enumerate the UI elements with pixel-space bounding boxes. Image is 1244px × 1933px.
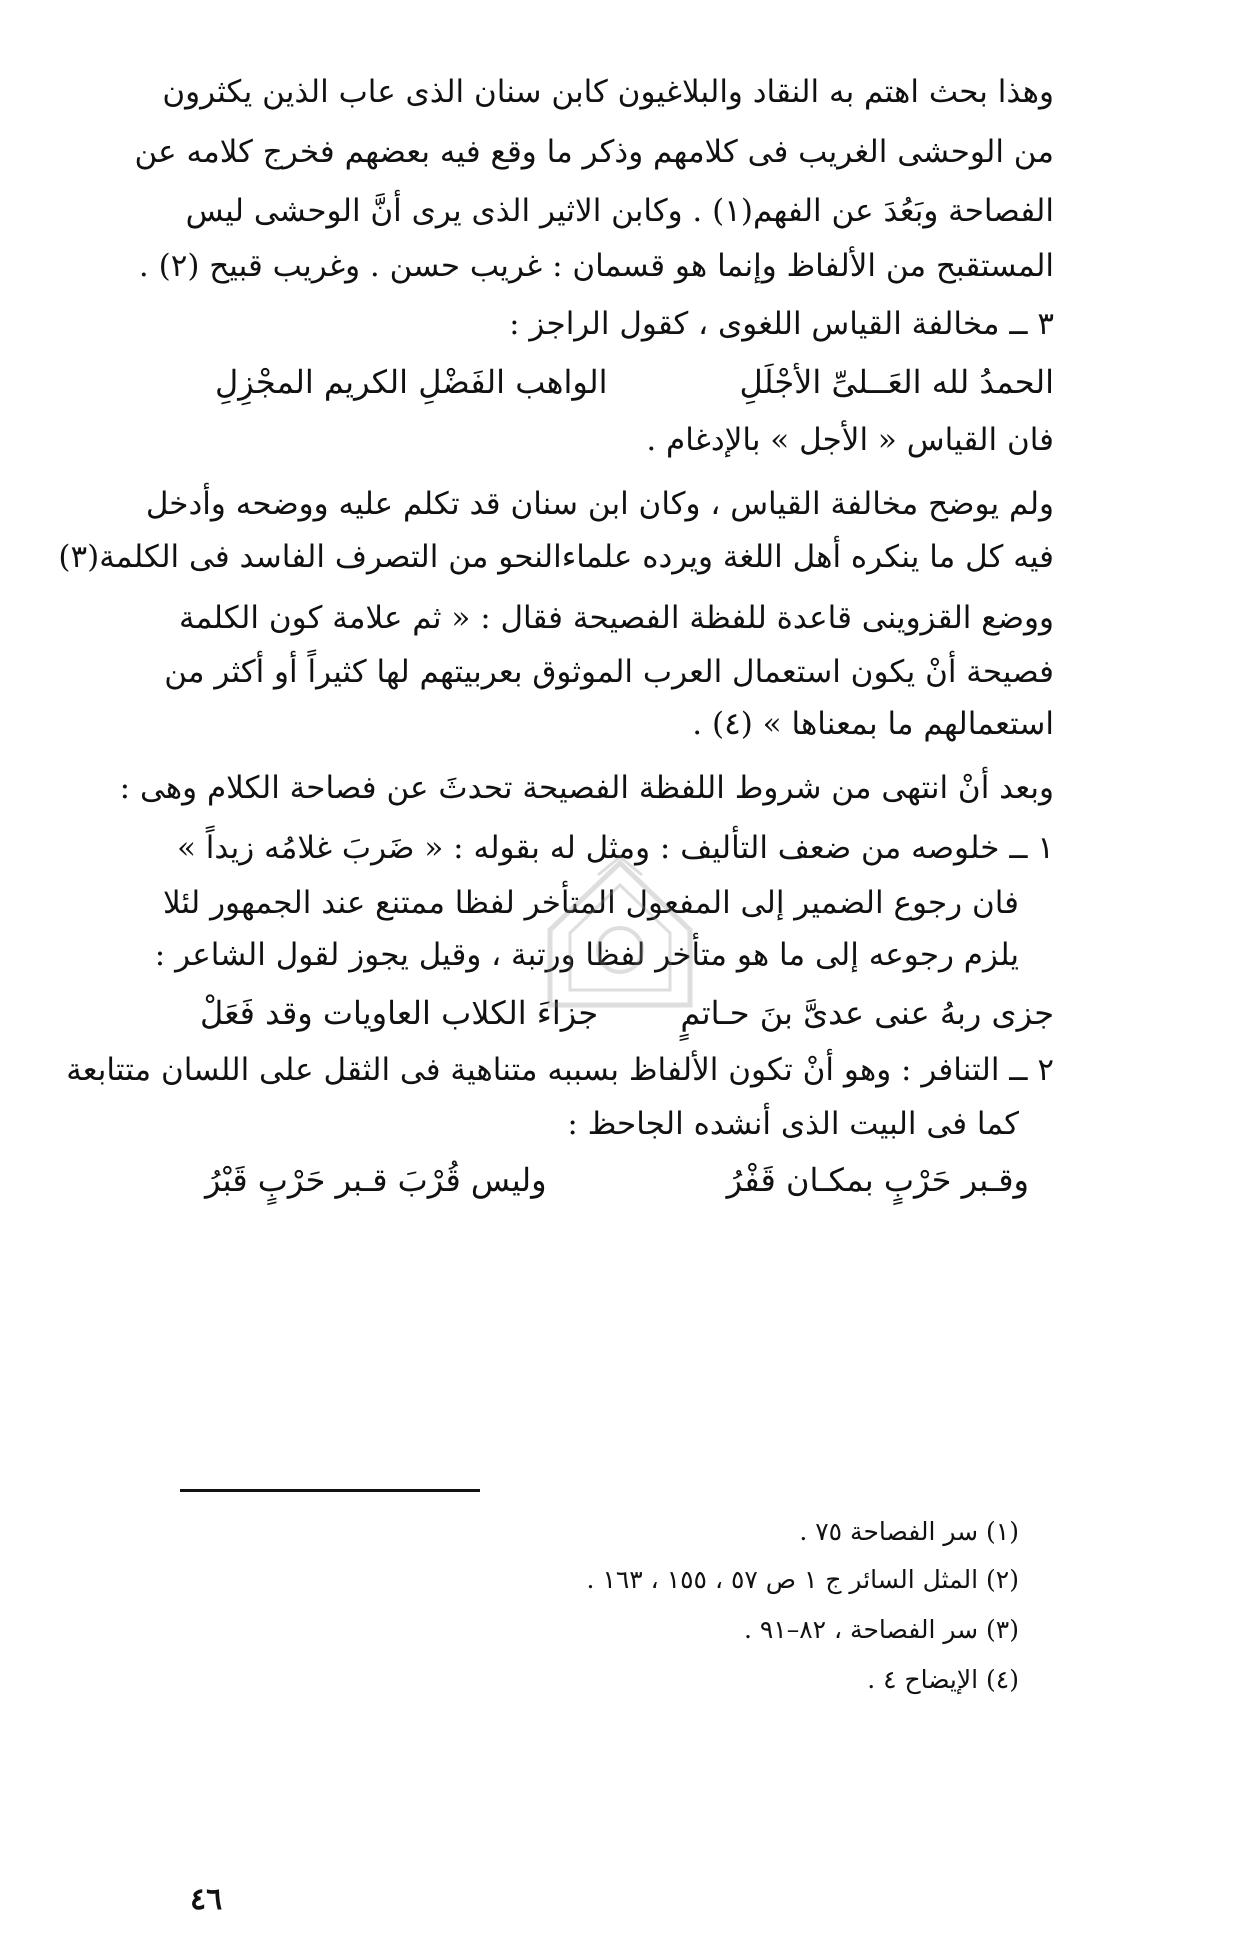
section-heading: ٣ ــ مخالفة القياس اللغوى ، كقول الراجز : (509, 306, 1054, 342)
body-line: ١ ــ خلوصه من ضعف التأليف : ومثل له بقوله : « ضَربَ غلامُه زيداً » (176, 830, 1054, 866)
body-line: ولم يوضح مخالفة القياس ، وكان ابن سنان قد تكلم عليه ووضحه وأدخل (145, 486, 1054, 522)
footnote: (١) سر الفصاحة ٧٥ . (799, 1517, 1019, 1546)
body-line: من الوحشى الغريب فى كلامهم وذكر ما وقع فيه بعضهم فخرج كلامه عن (134, 134, 1054, 170)
poem-hemistich: جزاءَ الكلاب العاويات وقد فَعَلْ (200, 994, 599, 1032)
body-line: ٢ ــ التنافر : وهو أنْ تكون الألفاظ بسببه متناهية فى الثقل على اللسان متتابعة (66, 1052, 1054, 1088)
body-line: فان رجوع الضمير إلى المفعول المتأخر لفظا ممتنع عند الجمهور لئلا (162, 885, 1019, 921)
body-line: فيه كل ما ينكره أهل اللغة ويرده علماءالنحو من التصرف الفاسد فى الكلمة(٣) (58, 539, 1054, 575)
body-line: فان القياس « الأجل » بالإدغام . (646, 422, 1054, 458)
body-line: فصيحة أنْ يكون استعمال العرب الموثوق بعربيتهم لها كثيراً أو أكثر من (164, 654, 1054, 690)
body-line: وبعد أنْ انتهى من شروط اللفظة الفصيحة تحدثَ عن فصاحة الكلام وهى : (119, 770, 1054, 806)
body-line: المستقبح من الألفاظ وإنما هو قسمان : غريب حسن . وغريب قبيح (٢) . (138, 248, 1054, 284)
footnote: (٤) الإيضاح ٤ . (867, 1665, 1019, 1694)
poem-hemistich: وليس قُرْبَ قـبر حَرْبٍ قَبْرُ (205, 1161, 547, 1199)
page-number: ٤٦ (190, 1882, 223, 1917)
body-line: استعمالهم ما بمعناها » (٤) . (692, 706, 1054, 742)
body-line: الفصاحة وبَعُدَ عن الفهم(١) . وكابن الاثير الذى يرى أنَّ الوحشى ليس (185, 193, 1054, 229)
poem-hemistich: وقـبر حَرْبٍ بمكـان قَفْرُ (726, 1161, 1029, 1199)
poem-hemistich: الحمدُ لله العَــلىِّ الأجْلَلِ (739, 363, 1054, 401)
body-line: يلزم رجوعه إلى ما هو متأخر لفظا ورتبة ، وقيل يجوز لقول الشاعر : (154, 937, 1019, 973)
body-line: كما فى البيت الذى أنشده الجاحظ : (567, 1106, 1019, 1142)
footnote: (٣) سر الفصاحة ، ٨٢–٩١ . (743, 1615, 1019, 1644)
body-line: وهذا بحث اهتم به النقاد والبلاغيون كابن سنان الذى عاب الذين يكثرون (162, 74, 1054, 110)
footnote: (٢) المثل السائر ج ١ ص ٥٧ ، ١٥٥ ، ١٦٣ . (586, 1565, 1019, 1594)
poem-hemistich: جزى ربهُ عنى عدىَّ بنَ حـاتمٍ (680, 994, 1054, 1032)
watermark-emblem-icon (540, 855, 700, 1015)
footnote-separator (180, 1489, 480, 1492)
poem-hemistich: الواهب الفَضْلِ الكريم المجْزِلِ (215, 363, 608, 401)
body-line: ووضع القزوينى قاعدة للفظة الفصيحة فقال : « ثم علامة كون الكلمة (179, 600, 1054, 636)
